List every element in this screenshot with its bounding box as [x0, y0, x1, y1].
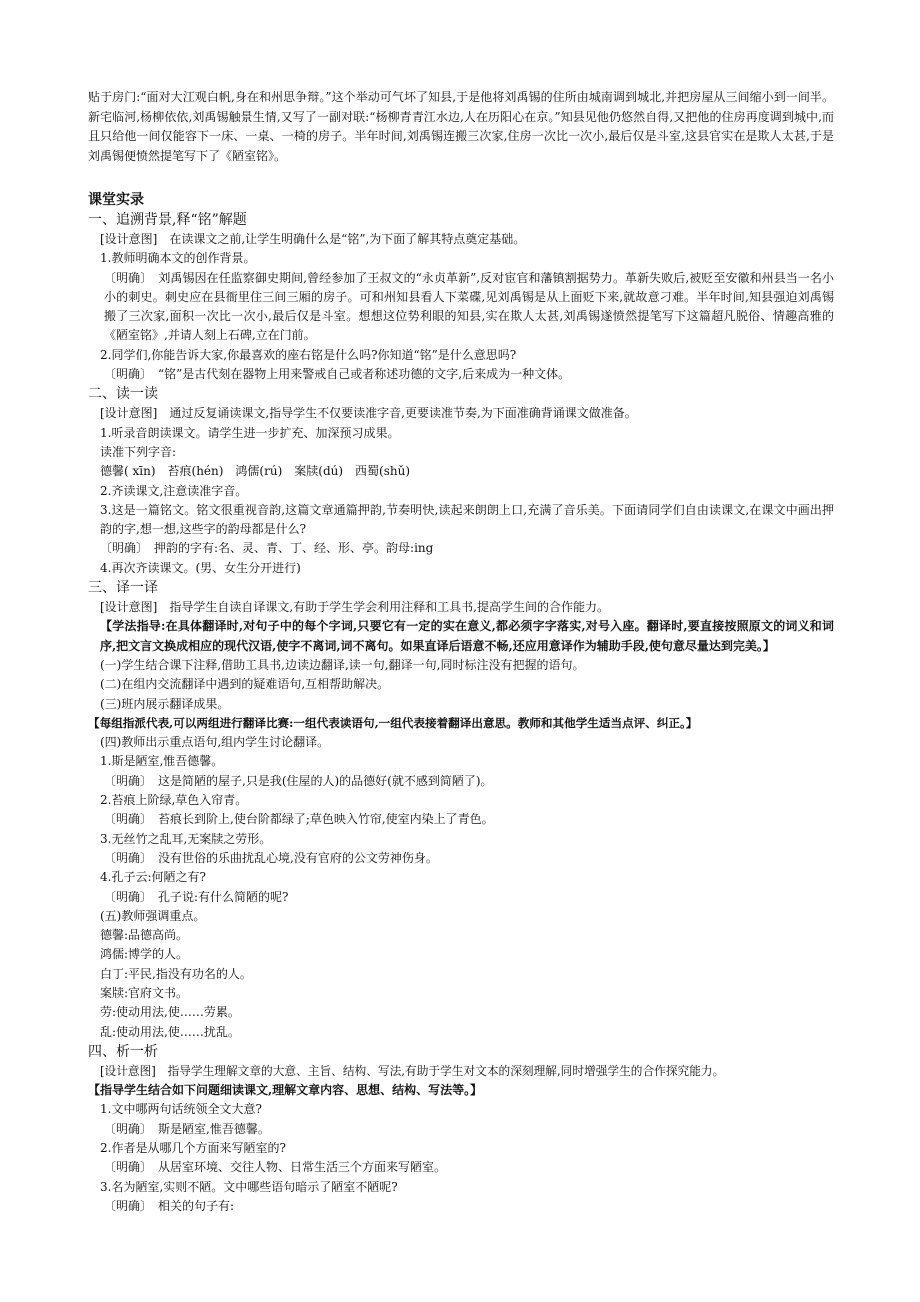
s4-answer-1: 〔明确〕 斯是陋室,惟吾德馨。	[104, 1121, 270, 1136]
section-4-title: 四、析一析	[88, 1043, 158, 1060]
s3-answer-4: 〔明确〕 孔子说:有什么简陋的呢?	[104, 889, 289, 904]
s1-question-2: 2.同学们,你能告诉大家,你最喜欢的座右铭是什么吗?你知道“铭”是什么意思吗?	[100, 347, 517, 362]
s3-design-intent: [设计意图] 指导学生自读自译课文,有助于学生学会利用注释和工具书,提高学生间的合作能力。	[100, 600, 609, 615]
s4-question-1: 1.文中哪两句话统领全文大意?	[100, 1102, 262, 1117]
section-2-title: 二、读一读	[88, 386, 158, 403]
s4-question-2: 2.作者是从哪几个方面来写陋室的?	[100, 1141, 286, 1156]
s2-pinyin-list: 德馨( xīn) 苔痕(hén) 鸿儒(rú) 案牍(dú) 西蜀(shǔ)	[100, 464, 411, 479]
section-1-title: 一、追溯背景,释“铭”解题	[88, 212, 247, 228]
s3-item-1: 1.斯是陋室,惟吾德馨。	[100, 754, 224, 769]
document-page	[88, 88, 834, 1216]
s3-word-1: 德馨:品德高尚。	[100, 928, 189, 943]
s1-design-intent: [设计意图] 在读课文之前,让学生明确什么是“铭”,为下面了解其特点奠定基础。	[100, 232, 526, 246]
s3-answer-3: 〔明确〕 没有世俗的乐曲扰乱心境,没有官府的公文劳神伤身。	[104, 850, 438, 865]
s3-word-4: 案牍:官府文书。	[100, 985, 189, 1000]
s4-guide: 【指导学生结合如下问题细读课文,理解文章内容、思想、结构、写法等。】	[88, 1083, 483, 1098]
s1-answer-2: 〔明确〕 “铭”是古代刻在器物上用来警戒自己或者称述功德的文字,后来成为一种文体。	[104, 367, 571, 382]
s4-design-intent: [设计意图] 指导学生理解文章的大意、主旨、结构、写法,有助于学生对文本的深刻理解,同时增强学生的合作探究能力。	[100, 1063, 725, 1078]
s3-word-6: 乱:使动用法,使……扰乱。	[100, 1024, 240, 1039]
s3-answer-1: 〔明确〕 这是简陋的屋子,只是我(住屋的人)的品德好(就不感到简陋了)。	[104, 773, 493, 788]
s3-item-3: 3.无丝竹之乱耳,无案牍之劳形。	[100, 831, 272, 846]
s4-question-3: 3.名为陋室,实则不陋。文中哪些语句暗示了陋室不陋呢?	[100, 1179, 398, 1194]
s3-step-5: (五)教师强调重点。	[100, 908, 206, 923]
s2-question-2: 2.齐读课文,注意读准字音。	[100, 483, 248, 498]
s2-question-4: 4.再次齐读课文。(男、女生分开进行)	[100, 560, 301, 575]
s2-design-intent: [设计意图] 通过反复诵读课文,指导学生不仅要读准字音,更要读准节奏,为下面准确背诵课文做准备。	[100, 406, 637, 421]
s3-step-4: (四)教师出示重点语句,组内学生讨论翻译。	[100, 735, 330, 750]
s3-item-2: 2.苔痕上阶绿,草色入帘青。	[100, 793, 248, 808]
s3-competition-note: 【每组指派代表,可以两组进行翻译比赛:一组代表读语句,一组代表接着翻译出意思。教师和其他学生适当点评、纠正。】	[88, 715, 698, 730]
s3-step-2: (二)在组内交流翻译中遇到的疑难语句,互相帮助解决。	[100, 677, 390, 692]
s2-question-1: 1.听录音朗读课文。请学生进一步扩充、加深预习成果。	[100, 425, 400, 440]
s3-answer-2: 〔明确〕 苔痕长到阶上,使台阶都绿了;草色映入竹帘,使室内染上了青色。	[104, 812, 494, 827]
s4-answer-2: 〔明确〕 从居室环境、交往人物、日常生活三个方面来写陋室。	[104, 1160, 447, 1175]
section-3-title: 三、译一译	[88, 580, 158, 597]
s3-step-1: (一)学生结合课下注释,借助工具书,边读边翻译,读一句,翻译一句,同时标注没有把握的语句。	[100, 657, 585, 672]
s3-study-guide: 【学法指导:在具体翻译时,对句子中的每个字词,只要它有一定的实在意义,都必须字字落实,对号入座。翻译时,要直接按照原文的词义和词序,把文言文换成相应的现代汉语,使字不离词,词不离句。如果直译后语意不畅,还应用意译作为辅助手段,使句意尽量达到完美。】	[100, 619, 834, 653]
s3-word-5: 劳:使动用法,使……劳累。	[100, 1005, 240, 1020]
s4-answer-3: 〔明确〕 相关的句子有:	[104, 1198, 235, 1213]
s3-word-3: 白丁:平民,指没有功名的人。	[100, 966, 252, 981]
s1-answer-1: 〔明确〕 刘禹锡因在任监察御史期间,曾经参加了王叔文的“永贞革新”,反对宦官和藩镇割据势力。革新失败后,被贬至安徽和州县当一名小小的刺史。刺史应在县衙里住三间三厢的房子。可和州知县看人下菜碟,见刘禹锡是从上面贬下来,就故意刁难。半年时间,知县强迫刘禹锡搬了三次家,面积一次比一次小,最后仅是斗室。想想这位势利眼的知县,实在欺人太甚,刘禹锡遂愤然提笔写下这篇超凡脱俗、情趣高雅的《陋室铭》,并请人刻上石碑,立在门前。	[104, 270, 834, 343]
s2-answer-3: 〔明确〕 押韵的字有:名、灵、青、丁、经、形、亭。韵母:ing	[100, 541, 434, 556]
s2-question-3: 3.这是一篇铭文。铭文很重视音韵,这篇文章通篇押韵,节奏明快,读起来朗朗上口,充满了音乐美。下面请同学们自由读课文,在课文中画出押韵的字,想一想,这些字的韵母都是什么?	[100, 502, 834, 537]
s3-step-3: (三)班内展示翻译成果。	[100, 696, 230, 711]
s1-question-1: 1.教师明确本文的创作背景。	[100, 251, 256, 266]
s3-item-4: 4.孔子云:何陋之有?	[100, 870, 206, 885]
s2-pronounce-label: 读准下列字音:	[100, 444, 177, 459]
section-heading-classroom-record: 课堂实录	[88, 192, 144, 208]
s3-word-2: 鸿儒:博学的人。	[100, 947, 189, 962]
intro-paragraph: 贴于房门:“面对大江观白帆,身在和州思争辩。”这个举动可气坏了知县,于是他将刘禹锡的住所由城南调到城北,并把房屋从三间缩小到一间半。新宅临河,杨柳依依,刘禹锡触景生情,又写了一副对联:“杨柳青青江水边,人在历阳心在京。”知县见他仍悠然自得,又把他的住房再度调到城中,而且只给他一间仅能容下一床、一桌、一椅的房子。半年时间,刘禹锡连搬三次家,住房一次比一次小,最后仅是斗室,这县官实在是欺人太甚,于是刘禹锡便愤然提笔写下了《陋室铭》。	[88, 90, 834, 163]
